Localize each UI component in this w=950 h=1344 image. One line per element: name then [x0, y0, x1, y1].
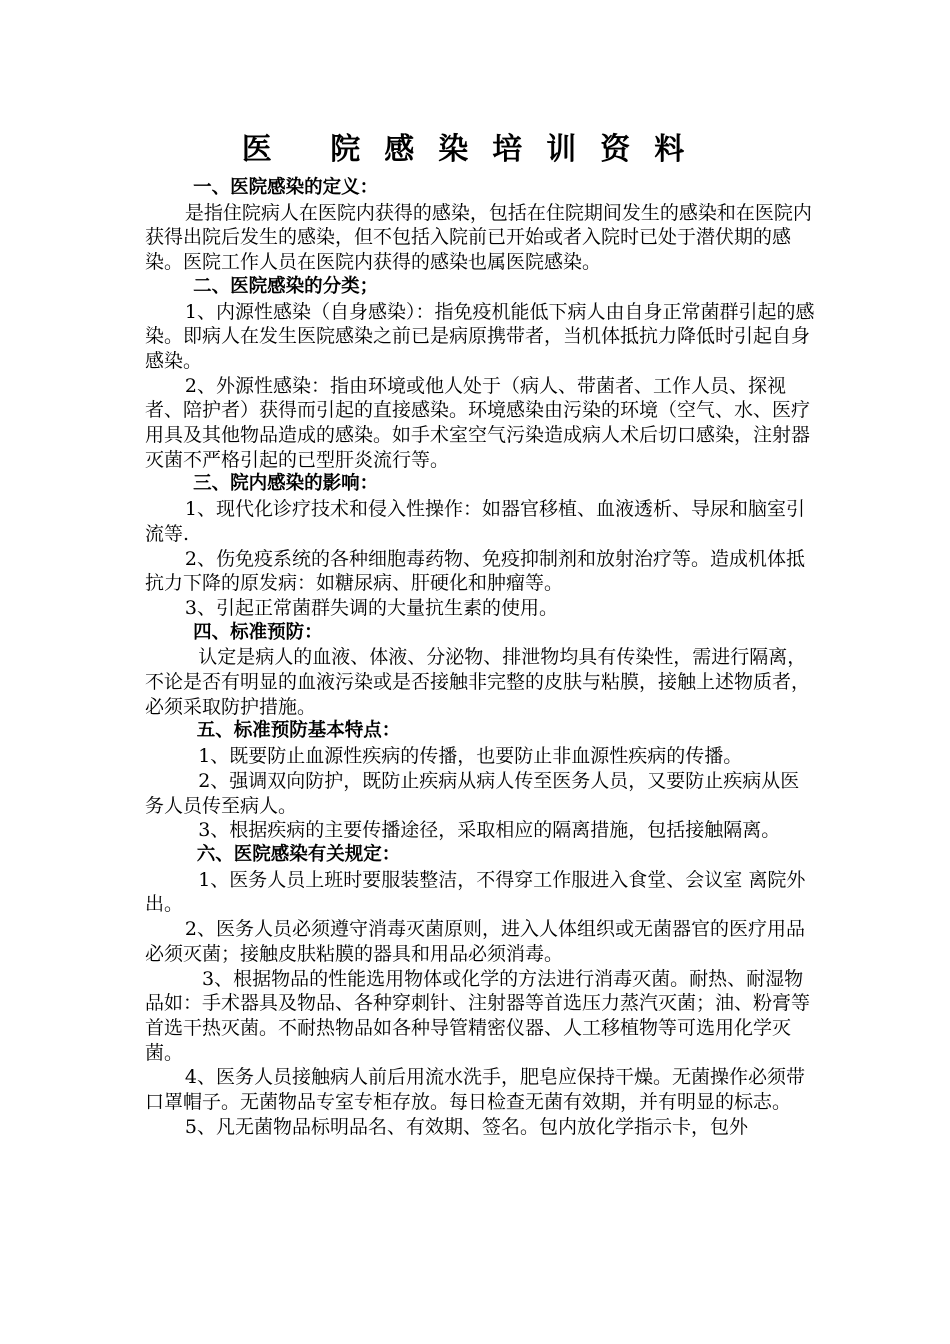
section-heading-6: 六、医院感染有关规定：	[196, 843, 401, 865]
paragraph: 2、医务人员必须遵守消毒灭菌原则，进入人体组织或无菌器官的医疗用品必须灭菌；接触皮肤粘膜的器具和用品必须消毒。	[145, 918, 805, 965]
paragraph: 4、医务人员接触病人前后用流水洗手，肥皂应保持干燥。无菌操作必须带口罩帽子。无菌物品专室专柜存放。每日检查无菌有效期，并有明显的标志。	[145, 1066, 805, 1114]
document-title: 医 院感染培训资料	[241, 132, 709, 167]
paragraph: 认定是病人的血液、体液、分泌物、排泄物均具有传染性，需进行隔离，不论是否有明显的血液污染或是否接触非完整的皮肤与粘膜，接触上述物质者，必须采取防护措施。	[145, 646, 811, 718]
section-heading-5: 五、标准预防基本特点：	[196, 720, 401, 742]
paragraph: 3、引起正常菌群失调的大量抗生素的使用。	[184, 596, 558, 619]
paragraph: 2、外源性感染：指由环境或他人处于（病人、带菌者、工作人员、探视者、陪护者）获得而引起的直接感染。环境感染由污染的环境（空气、水、医疗用具及其他物品造成的感染。如手术室空气污染造成病人术后切口感染，注射器灭菌不严格引起的已型肝炎流行等。	[145, 374, 811, 471]
section-heading-3: 三、院内感染的影响：	[193, 473, 379, 495]
section-heading-2: 二、医院感染的分类；	[193, 275, 379, 297]
section-heading-4: 四、标准预防：	[193, 621, 323, 643]
paragraph: 是指住院病人在医院内获得的感染，包括在住院期间发生的感染和在医院内获得出院后发生的感染，但不包括入院前已开始或者入院时已处于潜伏期的感染。医院工作人员在医院内获得的感染也属医院感染。	[145, 201, 812, 274]
paragraph: 3、根据物品的性能选用物体或化学的方法进行消毒灭菌。耐热、耐湿物品如：手术器具及物品、各种穿刺针、注射器等首选压力蒸汽灭菌；油、粉膏等首选干热灭菌。不耐热物品如各种导管精密仪器、人工移植物等可选用化学灭菌。	[145, 967, 811, 1064]
document-body	[145, 176, 817, 1139]
paragraph: 1、医务人员上班时要服装整洁，不得穿工作服进入食堂、会议室 离院外出。	[145, 868, 806, 916]
paragraph: 2、伤免疫系统的各种细胞毒药物、免疫抑制剂和放射治疗等。造成机体抵抗力下降的原发病：如糖尿病、肝硬化和肿瘤等。	[145, 547, 805, 595]
paragraph: 5、凡无菌物品标明品名、有效期、签名。包内放化学指示卡，包外	[184, 1115, 748, 1138]
paragraph: 1、内源性感染（自身感染）：指免疫机能低下病人由自身正常菌群引起的感染。即病人在发生医院感染之前已是病原携带者，当机体抵抗力降低时引起自身感染。	[145, 300, 815, 372]
section-heading-1: 一、医院感染的定义：	[193, 177, 379, 198]
paragraph: 1、现代化诊疗技术和侵入性操作：如器官移植、血液透析、导尿和脑室引流等.	[145, 498, 805, 545]
paragraph: 3、根据疾病的主要传播途径，采取相应的隔离措施，包括接触隔离。	[198, 819, 781, 842]
paragraph: 2、强调双向防护，既防止疾病从病人传至医务人员，又要防止疾病从医务人员传至病人。	[145, 769, 800, 817]
paragraph: 1、既要防止血源性疾病的传播，也要防止非血源性疾病的传播。	[198, 745, 743, 768]
